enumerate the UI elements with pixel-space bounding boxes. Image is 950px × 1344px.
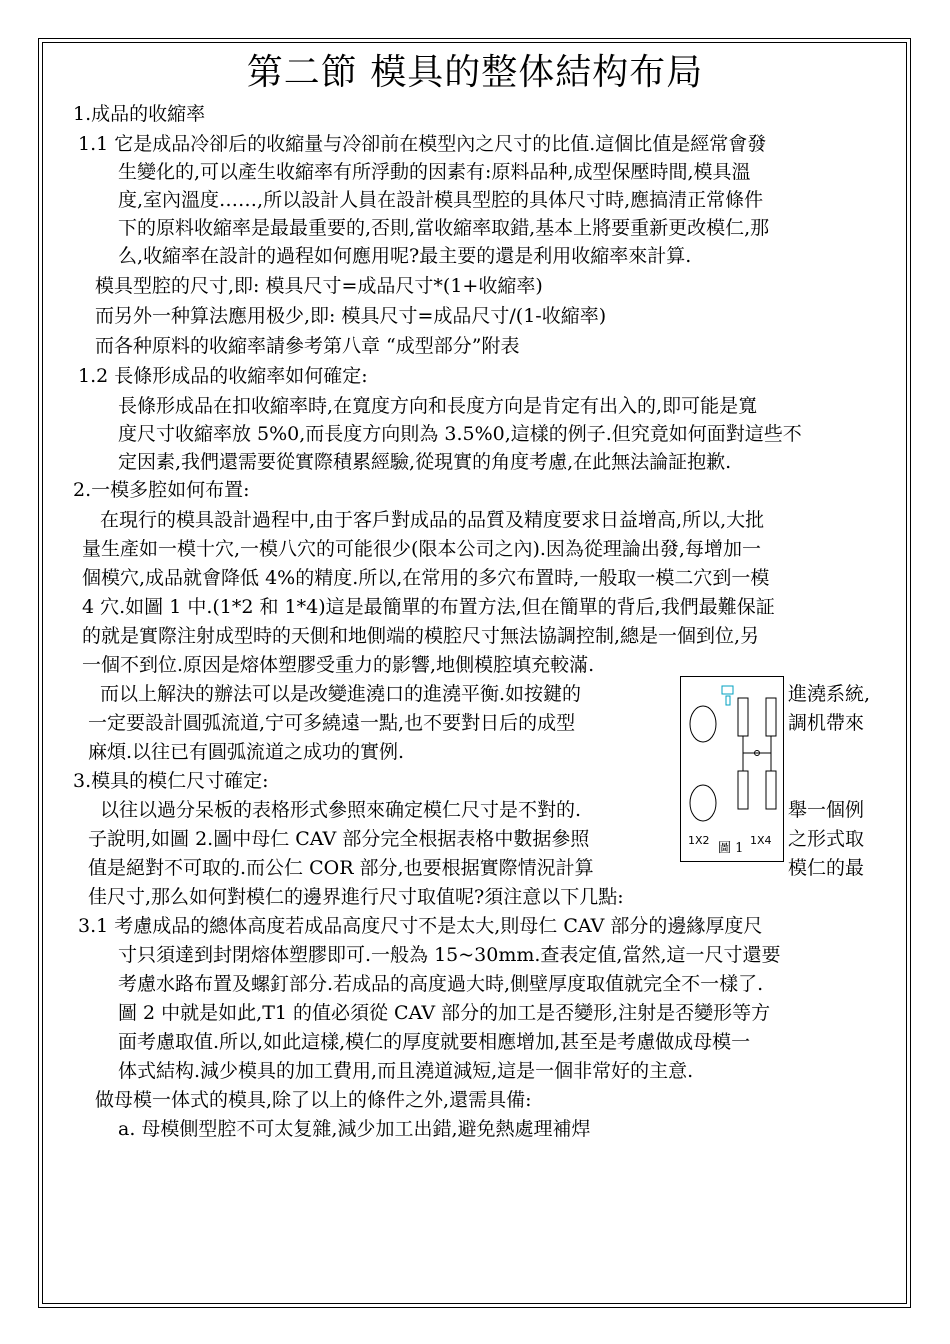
paragraph-line: 做母模一体式的模具,除了以上的條件之外,還需具備: [95, 1089, 532, 1111]
paragraph-line-right: 模仁的最 [788, 857, 865, 879]
paragraph-line: 体式結构.減少模具的加工費用,而且澆道減短,這是一個非常好的主意. [118, 1060, 694, 1082]
paragraph-line: 而各种原料的收縮率請參考第八章 “成型部分”附表 [95, 335, 520, 357]
paragraph-line: 而以上解決的辦法可以是改變進澆口的進澆平衡.如按鍵的 [100, 683, 582, 705]
label-1x2: 1X2 [688, 834, 710, 847]
paragraph-line: 考慮水路布置及螺釘部分.若成品的高度過大時,側壁厚度取值就完全不一樣了. [118, 973, 764, 995]
cavity-circle [690, 706, 716, 742]
paragraph-line: 一定要設計圓弧流道,宁可多繞遠一點,也不要對日后的成型 [88, 712, 576, 734]
paragraph-line: 的就是實際注射成型時的天側和地側端的模腔尺寸無法協調控制,總是一個到位,另 [82, 625, 760, 647]
sprue-marker-icon [722, 686, 733, 694]
paragraph-line: 度,室內溫度……,所以設計人員在設計模具型腔的具体尺寸時,應搞清正常條件 [118, 189, 764, 211]
cavity-rect [738, 771, 748, 809]
formula-line: 而另外一种算法應用极少,即: 模具尺寸=成品尺寸/(1-收縮率) [95, 305, 607, 327]
paragraph-line: 寸只須達到封閉熔体塑膠即可.一般為 15~30mm.查表定值,當然,這一尺寸還要 [118, 944, 781, 966]
paragraph-line: 量生產如一模十穴,一模八穴的可能很少(限本公司之內).因為從理論出發,每增加一 [82, 538, 761, 560]
paragraph-line: 個模穴,成品就會降低 4%的精度.所以,在常用的多穴布置時,一般取一模二穴到一模 [82, 567, 770, 589]
paragraph-line: 定因素,我們還需要從實際積累經驗,從現實的角度考慮,在此無法論証抱歉. [118, 451, 732, 473]
cavity-rect [738, 698, 748, 736]
subheading: 3.1 考慮成品的總体高度若成品高度尺寸不是太大,則母仁 CAV 部分的邊緣厚度尺 [78, 915, 763, 937]
paragraph-line-right: 舉一個例 [788, 799, 865, 821]
paragraph-line: 下的原料收縮率是最最重要的,否則,當收縮率取錯,基本上將要重新更改模仁,那 [118, 217, 770, 239]
paragraph-line: 佳尺寸,那么如何對模仁的邊界進行尺寸取值呢?須注意以下几點: [88, 886, 624, 908]
paragraph-line: 長條形成品在扣收縮率時,在寬度方向和長度方向是肯定有出入的,即可能是寬 [118, 395, 758, 417]
heading-1: 1.成品的收縮率 [73, 103, 206, 125]
paragraph-line: 以往以過分呆板的表格形式參照來确定模仁尺寸是不對的. [100, 799, 582, 821]
paragraph-line: 麻煩.以往已有圓弧流道之成功的實例. [88, 741, 405, 763]
paragraph-line-right: 之形式取 [788, 828, 865, 850]
cavity-circle [690, 785, 716, 821]
list-item: a. 母模側型腔不可太复雜,減少加工出錯,避免熱處理補焊 [118, 1118, 591, 1140]
paragraph-line: 在現行的模具設計過程中,由于客戶對成品的品質及精度要求日益增高,所以,大批 [100, 509, 765, 531]
heading-3: 3.模具的模仁尺寸確定: [73, 770, 269, 792]
paragraph-line: 一個不到位.原因是熔体塑膠受重力的影響,地側模腔填充較滿. [82, 654, 595, 676]
cavity-rect [766, 698, 776, 736]
paragraph-line: 面考慮取值.所以,如此這樣,模仁的厚度就要相應增加,甚至是考慮做成母模一 [118, 1031, 751, 1053]
cavity-rect [766, 771, 776, 809]
paragraph-line: 1.1 它是成品冷卻后的收縮量与冷卻前在模型內之尺寸的比值.這個比值是經常會發 [78, 133, 767, 155]
sprue-icon [726, 696, 730, 705]
paragraph-line: 值是絕對不可取的.而公仁 COR 部分,也要根据實際情況計算 [88, 857, 594, 879]
paragraph-line-right: 進澆系統, [788, 683, 871, 705]
paragraph-line: 么,收縮率在設計的過程如何應用呢?最主要的還是利用收縮率來計算. [118, 245, 692, 267]
figure-caption: 圖 1 [718, 841, 744, 856]
heading-2: 2.一模多腔如何布置: [73, 479, 250, 501]
formula-line: 模具型腔的尺寸,即: 模具尺寸=成品尺寸*(1+收縮率) [95, 275, 543, 297]
subheading: 1.2 長條形成品的收縮率如何確定: [78, 365, 368, 387]
figure-cavity-layout [680, 676, 784, 862]
page-title: 第二節 模具的整体結构布局 [246, 52, 704, 93]
paragraph-line: 度尺寸收縮率放 5%0,而長度方向則為 3.5%0,這樣的例子.但究竟如何面對這些不 [118, 423, 802, 445]
paragraph-line-right: 調机帶來 [788, 712, 865, 734]
paragraph-line: 圖 2 中就是如此,T1 的值必須從 CAV 部分的加工是否變形,注射是否變形等方 [118, 1002, 771, 1024]
paragraph-line: 4 穴.如圖 1 中.(1*2 和 1*4)這是最簡單的布置方法,但在簡單的背后,我們最難保証 [82, 596, 775, 618]
paragraph-line: 生變化的,可以產生收縮率有所浮動的因素有:原料品种,成型保壓時間,模具溫 [118, 161, 751, 183]
paragraph-line: 子說明,如圖 2.圖中母仁 CAV 部分完全根据表格中數据參照 [88, 828, 590, 850]
label-1x4: 1X4 [750, 834, 772, 847]
